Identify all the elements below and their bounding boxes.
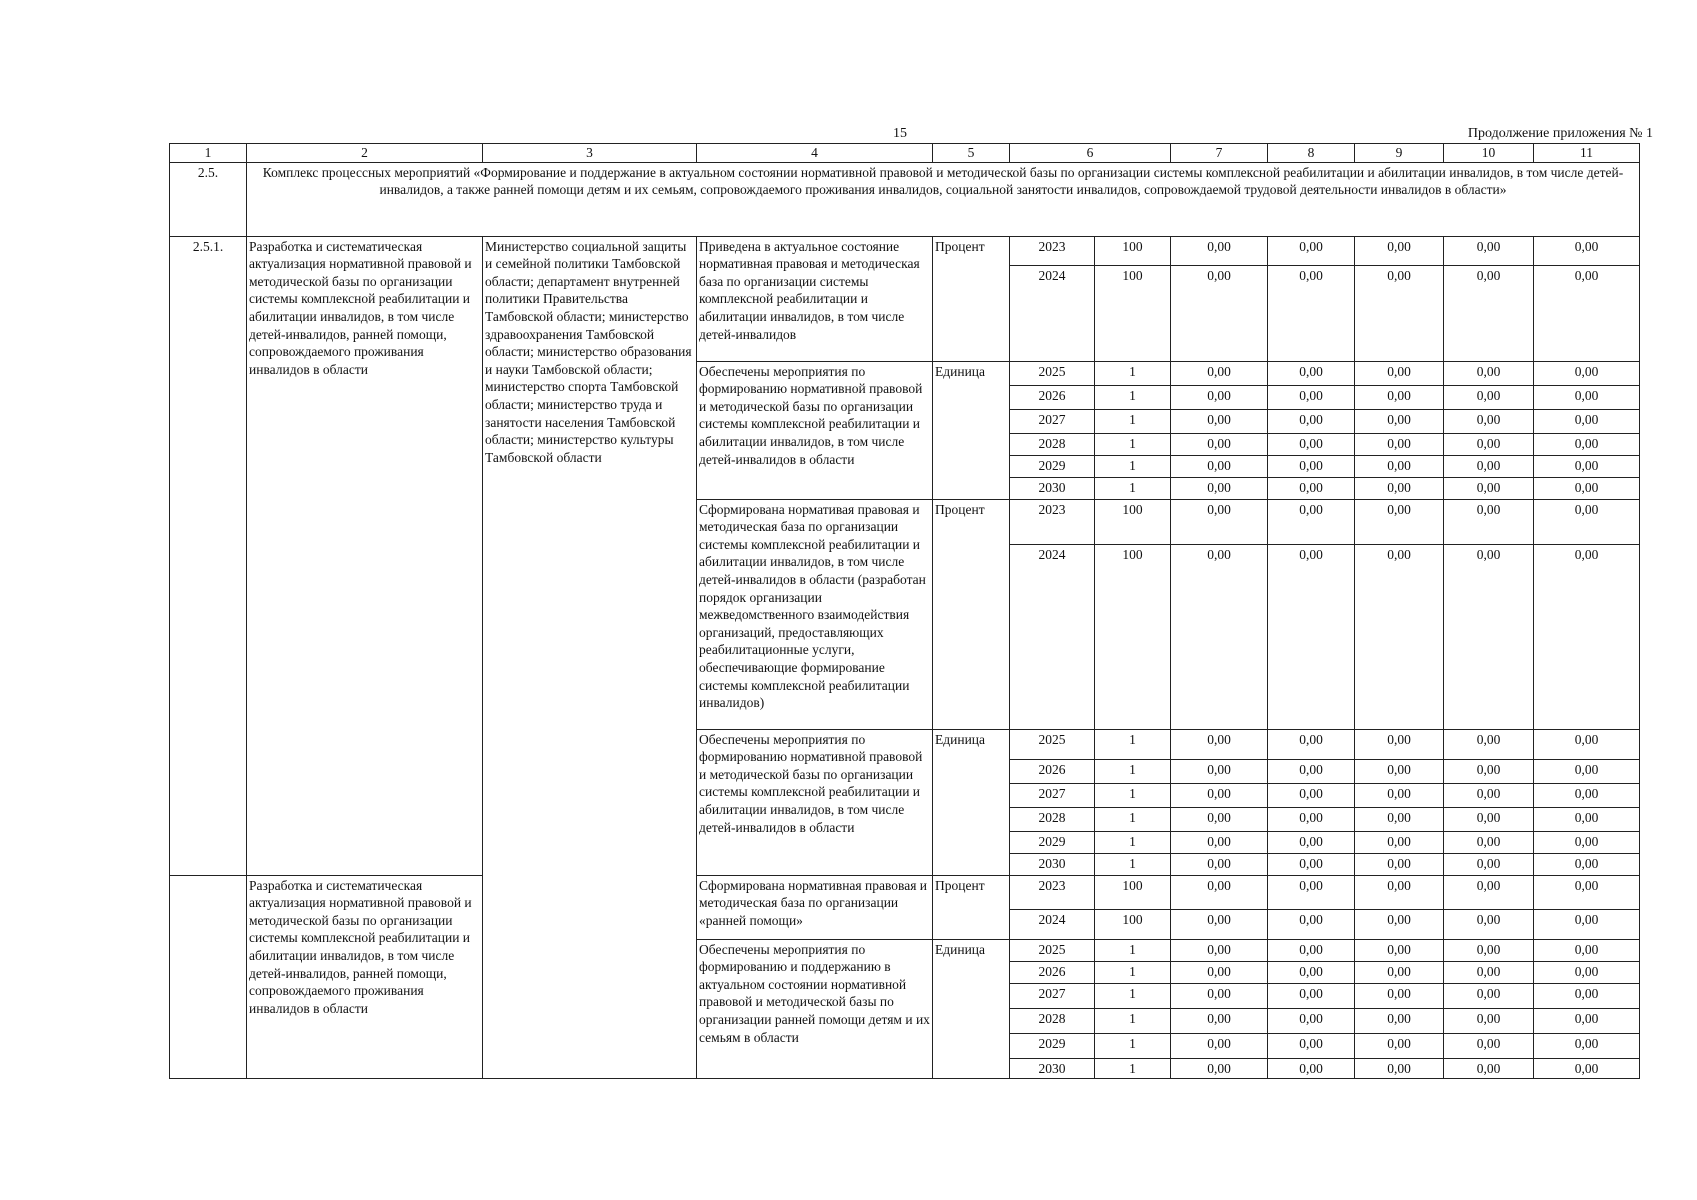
year-cell: 2023 — [1010, 875, 1095, 909]
amount-cell: 0,00 — [1355, 385, 1444, 409]
indicator-value: 1 — [1095, 477, 1171, 499]
column-header: 9 — [1355, 144, 1444, 163]
year-cell: 2023 — [1010, 499, 1095, 544]
amount-cell: 0,00 — [1268, 759, 1355, 783]
indicator-value: 1 — [1095, 961, 1171, 983]
amount-cell: 0,00 — [1355, 1033, 1444, 1058]
amount-cell: 0,00 — [1171, 1058, 1268, 1079]
amount-cell: 0,00 — [1171, 759, 1268, 783]
amount-cell: 0,00 — [1534, 265, 1640, 361]
amount-cell: 0,00 — [1534, 499, 1640, 544]
amount-cell: 0,00 — [1171, 409, 1268, 433]
amount-cell: 0,00 — [1444, 361, 1534, 385]
result-text: Обеспечены мероприятия по формированию нормативной правовой и методической базы по организации системы комплексной реабилитации и абилитации инвалидов, в том числе детей-инвалидов в области — [697, 729, 933, 875]
amount-cell: 0,00 — [1444, 939, 1534, 961]
amount-cell: 0,00 — [1268, 265, 1355, 361]
amount-cell: 0,00 — [1355, 236, 1444, 265]
amount-cell: 0,00 — [1355, 409, 1444, 433]
column-header: 8 — [1268, 144, 1355, 163]
indicator-value: 100 — [1095, 265, 1171, 361]
year-cell: 2029 — [1010, 1033, 1095, 1058]
result-text: Сформирована нормативная правовая и методическая база по организации «ранней помощи» — [697, 875, 933, 939]
page-number: 15 — [893, 126, 907, 141]
column-header: 3 — [483, 144, 697, 163]
year-cell: 2029 — [1010, 831, 1095, 853]
indicator-value: 1 — [1095, 831, 1171, 853]
indicator-value: 1 — [1095, 759, 1171, 783]
amount-cell: 0,00 — [1444, 265, 1534, 361]
amount-cell: 0,00 — [1534, 759, 1640, 783]
amount-cell: 0,00 — [1171, 853, 1268, 875]
amount-cell: 0,00 — [1268, 961, 1355, 983]
indicator-value: 1 — [1095, 807, 1171, 831]
amount-cell: 0,00 — [1171, 831, 1268, 853]
indicator-value: 1 — [1095, 409, 1171, 433]
amount-cell: 0,00 — [1171, 361, 1268, 385]
table-row — [170, 875, 1640, 909]
column-header: 7 — [1171, 144, 1268, 163]
amount-cell: 0,00 — [1444, 759, 1534, 783]
indicator-value: 100 — [1095, 499, 1171, 544]
year-cell: 2025 — [1010, 729, 1095, 759]
year-cell: 2028 — [1010, 807, 1095, 831]
indicator-value: 1 — [1095, 783, 1171, 807]
year-cell: 2025 — [1010, 361, 1095, 385]
indicator-value: 1 — [1095, 1058, 1171, 1079]
amount-cell: 0,00 — [1534, 455, 1640, 477]
amount-cell: 0,00 — [1444, 807, 1534, 831]
amount-cell: 0,00 — [1444, 433, 1534, 455]
amount-cell: 0,00 — [1534, 544, 1640, 729]
amount-cell: 0,00 — [1171, 961, 1268, 983]
amount-cell: 0,00 — [1268, 409, 1355, 433]
indicator-value: 1 — [1095, 729, 1171, 759]
amount-cell: 0,00 — [1534, 361, 1640, 385]
year-cell: 2029 — [1010, 455, 1095, 477]
indicator-value: 1 — [1095, 361, 1171, 385]
amount-cell: 0,00 — [1268, 807, 1355, 831]
year-cell: 2025 — [1010, 939, 1095, 961]
amount-cell: 0,00 — [1534, 853, 1640, 875]
amount-cell: 0,00 — [1534, 875, 1640, 909]
indicator-value: 1 — [1095, 433, 1171, 455]
amount-cell: 0,00 — [1534, 983, 1640, 1008]
column-header: 6 — [1010, 144, 1171, 163]
indicator-value: 1 — [1095, 455, 1171, 477]
amount-cell: 0,00 — [1355, 1058, 1444, 1079]
amount-cell: 0,00 — [1171, 983, 1268, 1008]
amount-cell: 0,00 — [1171, 433, 1268, 455]
amount-cell: 0,00 — [1534, 385, 1640, 409]
column-header: 5 — [933, 144, 1010, 163]
amount-cell: 0,00 — [1355, 455, 1444, 477]
amount-cell: 0,00 — [1534, 939, 1640, 961]
year-cell: 2026 — [1010, 385, 1095, 409]
year-cell: 2026 — [1010, 961, 1095, 983]
amount-cell: 0,00 — [1534, 1058, 1640, 1079]
year-cell: 2024 — [1010, 544, 1095, 729]
indicator-value: 1 — [1095, 853, 1171, 875]
amount-cell: 0,00 — [1171, 783, 1268, 807]
indicator-value: 100 — [1095, 909, 1171, 939]
amount-cell: 0,00 — [1171, 939, 1268, 961]
section-number: 2.5. — [170, 162, 247, 236]
amount-cell: 0,00 — [1444, 729, 1534, 759]
amount-cell: 0,00 — [1355, 759, 1444, 783]
section-title: Комплекс процессных мероприятий «Формирование и поддержание в актуальном состоянии нормативной правовой и методической базы по организации системы комплексной реабилитации и абилитации инвалидов, в том числе детей-инвалидов, а также ранней помощи детям и их семьям, сопровождаемого проживания инвалидов, социальной занятости инвалидов, сопровождаемой трудовой деятельности инвалидов в области» — [247, 162, 1640, 236]
amount-cell: 0,00 — [1444, 409, 1534, 433]
amount-cell: 0,00 — [1534, 909, 1640, 939]
result-unit: Процент — [933, 875, 1010, 939]
result-unit: Процент — [933, 236, 1010, 361]
result-unit: Единица — [933, 729, 1010, 875]
amount-cell: 0,00 — [1268, 455, 1355, 477]
table-row — [170, 236, 1640, 265]
continuation-label: Продолжение приложения № 1 — [1467, 126, 1653, 141]
amount-cell: 0,00 — [1355, 265, 1444, 361]
column-header: 4 — [697, 144, 933, 163]
year-cell: 2024 — [1010, 909, 1095, 939]
amount-cell: 0,00 — [1171, 1008, 1268, 1033]
indicator-value: 1 — [1095, 983, 1171, 1008]
amount-cell: 0,00 — [1444, 455, 1534, 477]
amount-cell: 0,00 — [1268, 361, 1355, 385]
amount-cell: 0,00 — [1534, 783, 1640, 807]
amount-cell: 0,00 — [1534, 729, 1640, 759]
amount-cell: 0,00 — [1268, 939, 1355, 961]
column-header: 2 — [247, 144, 483, 163]
amount-cell: 0,00 — [1171, 729, 1268, 759]
year-cell: 2030 — [1010, 853, 1095, 875]
column-header: 1 — [170, 144, 247, 163]
year-cell: 2027 — [1010, 409, 1095, 433]
amount-cell: 0,00 — [1534, 1033, 1640, 1058]
amount-cell: 0,00 — [1355, 433, 1444, 455]
item-number: 2.5.1. — [170, 236, 247, 875]
column-header-row — [170, 144, 1640, 163]
amount-cell: 0,00 — [1171, 499, 1268, 544]
amount-cell: 0,00 — [1171, 875, 1268, 909]
year-cell: 2030 — [1010, 477, 1095, 499]
indicator-value: 100 — [1095, 875, 1171, 909]
indicator-value: 1 — [1095, 1008, 1171, 1033]
amount-cell: 0,00 — [1355, 1008, 1444, 1033]
amount-cell: 0,00 — [1444, 875, 1534, 909]
amount-cell: 0,00 — [1268, 983, 1355, 1008]
amount-cell: 0,00 — [1534, 831, 1640, 853]
amount-cell: 0,00 — [1355, 807, 1444, 831]
amount-cell: 0,00 — [1355, 909, 1444, 939]
amount-cell: 0,00 — [1268, 875, 1355, 909]
amount-cell: 0,00 — [1355, 499, 1444, 544]
column-header: 10 — [1444, 144, 1534, 163]
amount-cell: 0,00 — [1268, 909, 1355, 939]
amount-cell: 0,00 — [1268, 385, 1355, 409]
amount-cell: 0,00 — [1268, 1008, 1355, 1033]
amount-cell: 0,00 — [1268, 1033, 1355, 1058]
amount-cell: 0,00 — [1444, 1058, 1534, 1079]
year-cell: 2028 — [1010, 433, 1095, 455]
year-cell: 2027 — [1010, 983, 1095, 1008]
amount-cell: 0,00 — [1534, 1008, 1640, 1033]
amount-cell: 0,00 — [1534, 807, 1640, 831]
amount-cell: 0,00 — [1268, 831, 1355, 853]
year-cell: 2024 — [1010, 265, 1095, 361]
amount-cell: 0,00 — [1355, 477, 1444, 499]
amount-cell: 0,00 — [1444, 499, 1534, 544]
amount-cell: 0,00 — [1355, 983, 1444, 1008]
amount-cell: 0,00 — [1355, 544, 1444, 729]
amount-cell: 0,00 — [1444, 831, 1534, 853]
amount-cell: 0,00 — [1355, 939, 1444, 961]
amount-cell: 0,00 — [1534, 236, 1640, 265]
amount-cell: 0,00 — [1444, 1033, 1534, 1058]
amount-cell: 0,00 — [1268, 477, 1355, 499]
amount-cell: 0,00 — [1444, 983, 1534, 1008]
amount-cell: 0,00 — [1444, 1008, 1534, 1033]
amount-cell: 0,00 — [1171, 807, 1268, 831]
amount-cell: 0,00 — [1355, 961, 1444, 983]
appendix-table — [169, 143, 1640, 1079]
amount-cell: 0,00 — [1268, 544, 1355, 729]
amount-cell: 0,00 — [1355, 875, 1444, 909]
section-row — [170, 162, 1640, 236]
amount-cell: 0,00 — [1444, 477, 1534, 499]
column-header: 11 — [1534, 144, 1640, 163]
amount-cell: 0,00 — [1171, 909, 1268, 939]
amount-cell: 0,00 — [1534, 477, 1640, 499]
item-responsible: Министерство социальной защиты и семейной политики Тамбовской области; департамент внутренней политики Правительства Тамбовской области; министерство здравоохранения Тамбовской области; министерство образования и науки Тамбовской области; министерство спорта Тамбовской области; министерство труда и занятости населения Тамбовской области; министерство культуры Тамбовской области — [483, 236, 697, 1079]
amount-cell: 0,00 — [1444, 783, 1534, 807]
amount-cell: 0,00 — [1534, 961, 1640, 983]
amount-cell: 0,00 — [1268, 236, 1355, 265]
amount-cell: 0,00 — [1171, 1033, 1268, 1058]
amount-cell: 0,00 — [1355, 831, 1444, 853]
result-text: Обеспечены мероприятия по формированию и поддержанию в актуальном состоянии нормативной правовой и методической базы по организации ранней помощи детям и их семьям в области — [697, 939, 933, 1079]
result-text: Приведена в актуальное состояние нормативная правовая и методическая база по организации системы комплексной реабилитации и абилитации инвалидов, в том числе детей-инвалидов — [697, 236, 933, 361]
amount-cell: 0,00 — [1268, 1058, 1355, 1079]
indicator-value: 100 — [1095, 236, 1171, 265]
amount-cell: 0,00 — [1355, 729, 1444, 759]
year-cell: 2026 — [1010, 759, 1095, 783]
result-text: Сформирована нормативая правовая и методическая база по организации системы комплексной реабилитации и абилитации инвалидов, в том числе детей-инвалидов в области (разработан порядок организации межведомственного взаимодействия организаций, предоставляющих реабилитационные услуги, обеспечивающие формирование системы комплексной реабилитации инвалидов) — [697, 499, 933, 729]
amount-cell: 0,00 — [1171, 477, 1268, 499]
item-name: Разработка и систематическая актуализация нормативной правовой и методической базы по организации системы комплексной реабилитации и абилитации инвалидов, в том числе детей-инвалидов, ранней помощи, сопровождаемого проживания инвалидов в области — [247, 236, 483, 875]
amount-cell: 0,00 — [1171, 385, 1268, 409]
amount-cell: 0,00 — [1355, 783, 1444, 807]
amount-cell: 0,00 — [1268, 853, 1355, 875]
indicator-value: 1 — [1095, 939, 1171, 961]
indicator-value: 1 — [1095, 385, 1171, 409]
amount-cell: 0,00 — [1444, 385, 1534, 409]
amount-cell: 0,00 — [1171, 265, 1268, 361]
year-cell: 2023 — [1010, 236, 1095, 265]
year-cell: 2027 — [1010, 783, 1095, 807]
amount-cell: 0,00 — [1171, 544, 1268, 729]
amount-cell: 0,00 — [1171, 236, 1268, 265]
amount-cell: 0,00 — [1444, 236, 1534, 265]
result-unit: Единица — [933, 939, 1010, 1079]
year-cell: 2030 — [1010, 1058, 1095, 1079]
result-text: Обеспечены мероприятия по формированию нормативной правовой и методической базы по организации системы комплексной реабилитации и абилитации инвалидов, в том числе детей-инвалидов в области — [697, 361, 933, 499]
indicator-value: 1 — [1095, 1033, 1171, 1058]
amount-cell: 0,00 — [1268, 433, 1355, 455]
item-number-empty — [170, 875, 247, 1079]
amount-cell: 0,00 — [1268, 729, 1355, 759]
amount-cell: 0,00 — [1268, 499, 1355, 544]
amount-cell: 0,00 — [1444, 909, 1534, 939]
indicator-value: 100 — [1095, 544, 1171, 729]
amount-cell: 0,00 — [1444, 544, 1534, 729]
amount-cell: 0,00 — [1444, 961, 1534, 983]
amount-cell: 0,00 — [1534, 409, 1640, 433]
amount-cell: 0,00 — [1268, 783, 1355, 807]
amount-cell: 0,00 — [1171, 455, 1268, 477]
amount-cell: 0,00 — [1534, 433, 1640, 455]
amount-cell: 0,00 — [1444, 853, 1534, 875]
item2-name: Разработка и систематическая актуализация нормативной правовой и методической базы по организации системы комплексной реабилитации и абилитации инвалидов, в том числе детей-инвалидов, ранней помощи, сопровождаемого проживания инвалидов в области — [247, 875, 483, 1079]
result-unit: Процент — [933, 499, 1010, 729]
year-cell: 2028 — [1010, 1008, 1095, 1033]
amount-cell: 0,00 — [1355, 361, 1444, 385]
amount-cell: 0,00 — [1355, 853, 1444, 875]
result-unit: Единица — [933, 361, 1010, 499]
